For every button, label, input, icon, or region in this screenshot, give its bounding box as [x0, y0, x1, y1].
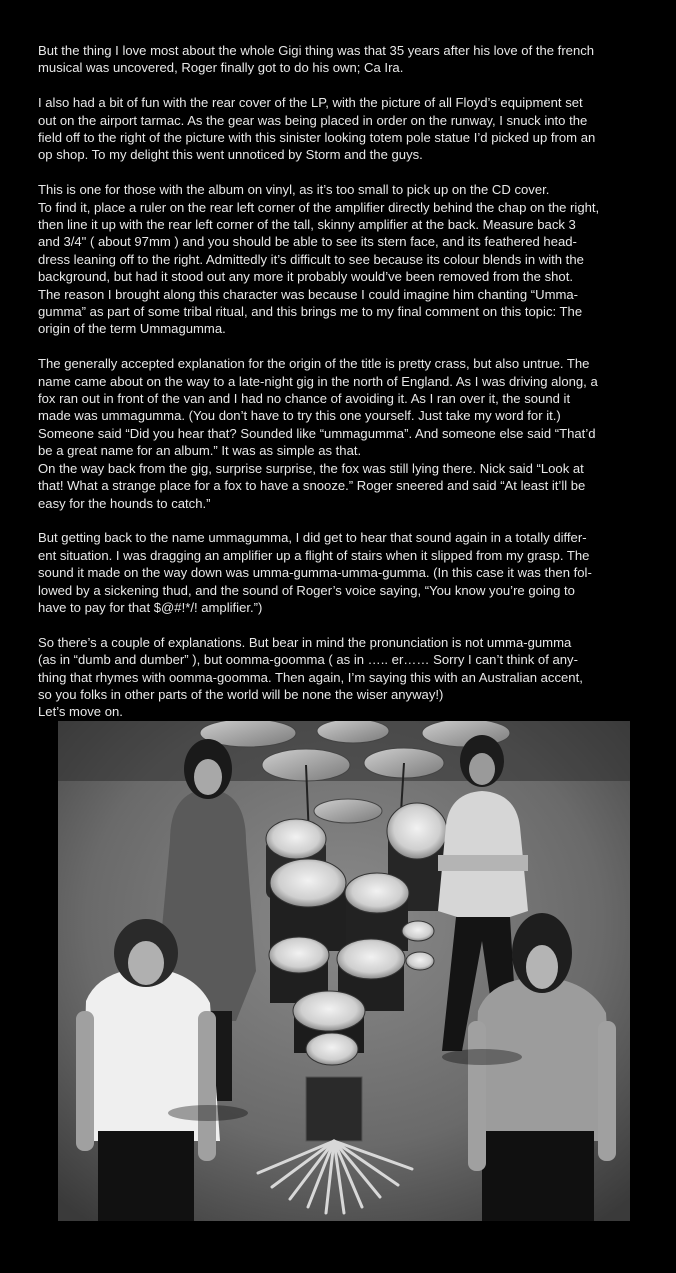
- paragraph-1: But the thing I love most about the whole Gigi thing was that 35 years after his love of the french musical was uncovered, Roger finally got to do his own; Ca Ira.: [38, 43, 595, 76]
- paragraph-2: I also had a bit of fun with the rear cover of the LP, with the picture of all Floyd’s equipment set out on the airport tarmac. As the gear was being placed in order on the runway, I snuck into the field off to the right of the picture with this sinister looking totem pole statue I’d picked up from an op shop. To my delight this went unnoticed by Storm and the guys.: [38, 95, 596, 163]
- paragraph-6: So there’s a couple of explanations. But bear in mind the pronunciation is not umma-gumma (as in “dumb and dumber” ), but oomma-goomma ( as in ….. er…… Sorry I can’t think of any- thing that rhymes with oomma-goomma. Then again, I’m saying this with an Australian accent, so you folks in other parts of the world will be none the wiser anyway!) Let’s move on.: [38, 634, 583, 720]
- article-text: [38, 42, 644, 738]
- band-photo-illustration: [58, 721, 630, 1221]
- band-photo: [58, 721, 630, 1221]
- paragraph-3: This is one for those with the album on vinyl, as it’s too small to pick up on the CD cover. To find it, place a ruler on the rear left corner of the amplifier directly behind the chap on the right, then line it up with the rear left corner of the tall, skinny amplifier at the back. Measure back 3 and 3/4" ( about 97mm ) and you should be able to see its stern face, and its feathered head- dress leaning off to the right. Admittedly it’s difficult to see because its colour blends in with the background, but had it stood out any more it probably would’ve been removed from the shot. The reason I brought along this character was because I could imagine him chanting “Umma- gumma” as part of some tribal ritual, and this brings me to my final comment on this topic: The origin of the term Ummagumma.: [38, 182, 600, 337]
- paragraph-4: The generally accepted explanation for the origin of the title is pretty crass, but also untrue. The name came about on the way to a late-night gig in the north of England. As I was driving along, a fox ran out in front of the van and I had no chance of avoiding it. As I ran over it, the sound it made was ummagumma. (You don’t have to try this one yourself. Just take my word for it.) Someone said “Did you hear that? Sounded like “ummagumma”. And someone else said “That’d be a great name for an album.” It was as simple as that. On the way back from the gig, surprise surprise, the fox was still lying there. Nick said “Look at that! What a strange place for a fox to have a snooze.” Roger sneered and said “At least it’ll be easy for the hounds to catch.”: [38, 356, 598, 511]
- paragraph-5: But getting back to the name ummagumma, I did get to hear that sound again in a totally differ- ent situation. I was dragging an amplifier up a flight of stairs when it slipped from my grasp. The sound it made on the way down was umma-gumma-umma-gumma. (In this case it was then fol- lowed by a sickening thud, and the sound of Roger’s voice saying, “You know you’re going to have to pay for that $@#!*/! amplifier.”): [38, 530, 592, 615]
